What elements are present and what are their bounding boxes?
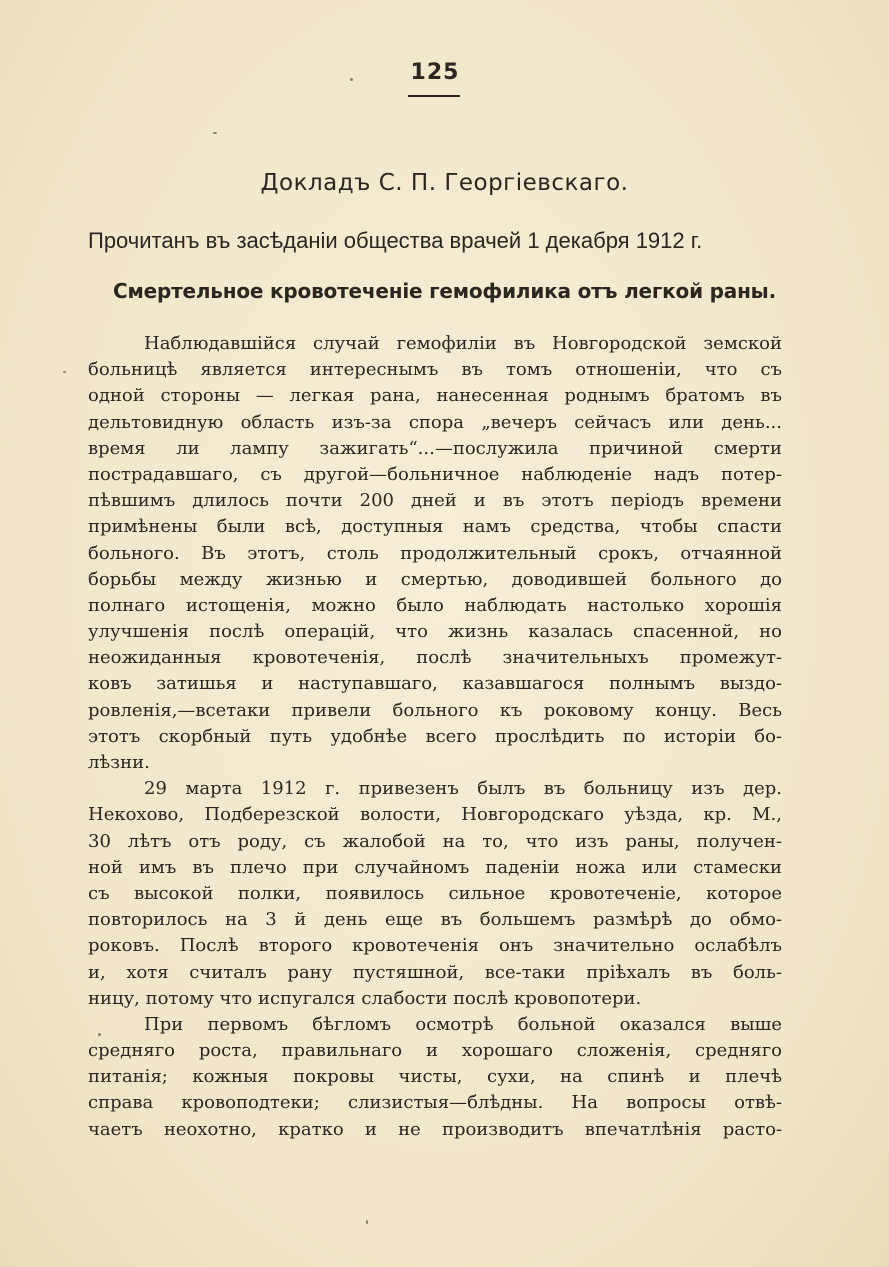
text-line: одной стороны — легкая рана, нанесенная роднымъ братомъ въ bbox=[88, 385, 782, 407]
text-line: пѣвшимъ длилось почти 200 дней и въ этотъ періодъ времени bbox=[88, 490, 782, 512]
text-line: лѣзни. bbox=[88, 752, 150, 773]
text-line: ковъ затишья и наступавшаго, казавшагося полнымъ выздо- bbox=[88, 673, 782, 695]
text-line: полнаго истощенія, можно было наблюдать настолько хорошія bbox=[88, 594, 782, 616]
text-line: этотъ скорбный путь удобнѣе всего прослѣдить по исторіи бо- bbox=[88, 725, 782, 747]
paper-speck bbox=[98, 1033, 101, 1036]
paper-title: Смертельное кровотеченіе гемофилика отъ легкой раны. bbox=[113, 279, 776, 303]
text-line: 29 марта 1912 г. привезенъ былъ въ больницу изъ дер. bbox=[144, 778, 782, 800]
text-line: дельтовидную область изъ-за спора „вечеръ сейчасъ или день... bbox=[88, 411, 782, 433]
paper-speck bbox=[213, 132, 217, 134]
text-line: справа кровоподтеки; слизистыя—блѣдны. На вопросы отвѣ- bbox=[88, 1092, 782, 1114]
text-line: ровленія,—всетаки привели больного къ роковому концу. Весь bbox=[88, 699, 782, 721]
text-line: больного. Въ этотъ, столь продолжительный срокъ, отчаянной bbox=[88, 542, 782, 564]
text-line: Наблюдавшійся случай гемофиліи въ Новгородской земской bbox=[144, 333, 782, 354]
text-line: улучшенія послѣ операцій, что жизнь казалась спасенной, но bbox=[88, 621, 782, 643]
body-text bbox=[88, 331, 782, 1143]
text-line: ной имъ въ плечо при случайномъ паденіи ножа или стамески bbox=[88, 856, 782, 878]
read-at-meeting-line: Прочитанъ въ засѣданіи общества врачей 1 декабря 1912 г. bbox=[88, 228, 703, 253]
text-line: пострадавшаго, съ другой—больничное наблюденіе надъ потер- bbox=[88, 463, 782, 485]
page-number: 125 bbox=[410, 60, 460, 85]
text-line: борьбы между жизнью и смертью, доводившей больного до bbox=[88, 568, 782, 590]
text-line: При первомъ бѣгломъ осмотрѣ больной оказался выше bbox=[144, 1013, 782, 1035]
text-line: время ли лампу зажигать“...—послужила причиной смерти bbox=[88, 437, 782, 459]
text-line: повторилось на 3 й день еще въ большемъ размѣрѣ до обмо- bbox=[88, 909, 782, 931]
paper-speck bbox=[350, 78, 353, 81]
text-line: примѣнены были всѣ, доступныя намъ средства, чтобы спасти bbox=[88, 516, 782, 538]
text-line: и, хотя считалъ рану пустяшной, все-таки пріѣхалъ въ боль- bbox=[88, 961, 782, 983]
text-line: больницѣ является интереснымъ въ томъ отношеніи, что съ bbox=[88, 359, 782, 381]
paper-speck bbox=[63, 371, 66, 373]
text-line: ницу, потому что испугался слабости послѣ кровопотери. bbox=[88, 987, 642, 1009]
text-line: роковъ. Послѣ второго кровотеченія онъ значительно ослабѣлъ bbox=[88, 935, 782, 957]
text-line: 30 лѣтъ отъ роду, съ жалобой на то, что изъ раны, получен- bbox=[88, 830, 782, 852]
paper-speck bbox=[366, 1220, 368, 1224]
text-line: питанія; кожныя покровы чисты, сухи, на спинѣ и плечѣ bbox=[88, 1066, 782, 1088]
text-line: чаетъ неохотно, кратко и не производитъ впечатлѣнія расто- bbox=[88, 1118, 782, 1140]
text-line: съ высокой полки, появилось сильное кровотеченіе, которое bbox=[88, 882, 782, 904]
page-number-underline bbox=[408, 95, 460, 97]
text-line: средняго роста, правильнаго и хорошаго сложенія, средняго bbox=[88, 1040, 782, 1062]
text-line: Некохово, Подберезской волости, Новгородскаго уѣзда, кр. М., bbox=[88, 804, 782, 826]
report-title: Докладъ С. П. Георгіевскаго. bbox=[260, 170, 629, 196]
text-line: неожиданныя кровотеченія, послѣ значительныхъ промежут- bbox=[88, 647, 782, 669]
